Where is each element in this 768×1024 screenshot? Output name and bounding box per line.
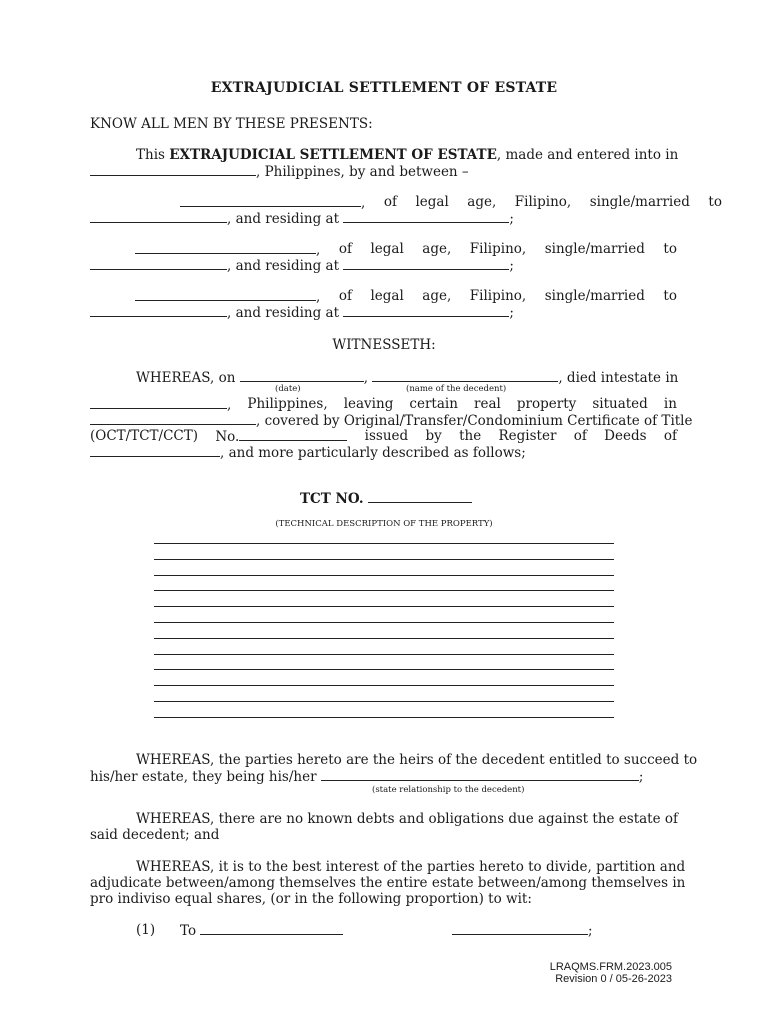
covered-by-text: , covered by Original/Transfer/Condominium Certificate of Title [256, 413, 693, 429]
described-as-follows-text: , and more particularly described as follows; [220, 445, 526, 461]
caption-date: (date) [275, 384, 301, 394]
party-word: legal [415, 194, 449, 210]
justified-word: (OCT/TCT/CCT) [90, 428, 199, 444]
party-3-status-blank[interactable] [90, 304, 227, 317]
justified-word: No. [215, 429, 240, 445]
party-2-address-blank[interactable] [343, 257, 509, 270]
semicolon: ; [638, 769, 644, 785]
decedent-name-blank[interactable] [372, 369, 558, 382]
party-2-name-blank[interactable] [135, 241, 316, 254]
whereas-2-line-1: WHEREAS, the parties hereto are the heirs of the decedent entitled to succeed to [136, 752, 698, 768]
justified-word: leaving [343, 396, 394, 412]
party-word: of [338, 288, 352, 304]
justified-word: of [573, 428, 587, 444]
semicolon: ; [509, 258, 514, 274]
document-title: EXTRAJUDICIAL SETTLEMENT OF ESTATE [210, 80, 558, 96]
heirs-text: his/her estate, they being his/her [90, 769, 317, 785]
intro-line-1 [90, 147, 677, 163]
property-location-blank[interactable] [90, 412, 256, 425]
party-2-status-blank[interactable] [90, 257, 227, 270]
technical-description-line[interactable] [154, 543, 614, 544]
caption-decedent-name: (name of the decedent) [406, 384, 507, 394]
party-word: age, [467, 194, 497, 210]
witnesseth-heading: WITNESSETH: [332, 337, 436, 353]
party-word: single/married [544, 241, 645, 257]
party-3-name-blank[interactable] [135, 288, 316, 301]
party-comma: , [316, 289, 321, 305]
justified-word: situated [592, 396, 648, 412]
party-1-status-blank[interactable] [90, 210, 227, 223]
residing-text: , and residing at [227, 305, 340, 321]
whereas-1-line-4 [90, 428, 677, 445]
technical-description-line[interactable] [154, 638, 614, 639]
intro-tail: , made and entered into in [496, 147, 679, 163]
party-word: legal [370, 241, 404, 257]
justified-word: in [663, 396, 677, 412]
party-word: to [663, 288, 677, 304]
technical-description-line[interactable] [154, 559, 614, 560]
whereas-4-line-1: WHEREAS, it is to the best interest of the parties hereto to divide, partition and [136, 859, 686, 875]
whereas-1-start: WHEREAS, on [136, 370, 236, 386]
justified-word: by [425, 428, 442, 444]
tct-label: TCT NO. [300, 491, 364, 507]
party-word: to [708, 194, 722, 210]
party-1-line-2 [90, 210, 514, 227]
item-1-to [180, 922, 343, 939]
item-1-share [452, 922, 593, 939]
party-word: legal [370, 288, 404, 304]
whereas-4-line-2: adjudicate between/among themselves the entire estate between/among themselves in [90, 875, 686, 891]
party-1-line-1 [135, 194, 722, 211]
party-word: of [383, 194, 397, 210]
party-word: single/married [544, 288, 645, 304]
whereas-3-line-1: WHEREAS, there are no known debts and obligations due against the estate of [136, 811, 679, 827]
party-word: age, [422, 241, 452, 257]
semicolon: ; [509, 211, 514, 227]
place-blank[interactable] [90, 163, 256, 176]
technical-description-caption: (TECHNICAL DESCRIPTION OF THE PROPERTY) [275, 519, 493, 529]
party-word: Filipino, [514, 194, 572, 210]
title-number-blank[interactable] [239, 428, 347, 441]
justified-word: Philippines, [247, 396, 328, 412]
party-word: single/married [589, 194, 690, 210]
technical-description-line[interactable] [154, 622, 614, 623]
party-1-address-blank[interactable] [343, 210, 509, 223]
whereas-4-line-3: pro indiviso equal shares, (or in the following proportion) to wit: [90, 891, 532, 907]
technical-description-line[interactable] [154, 701, 614, 702]
party-2-line-2 [90, 257, 514, 274]
item-1-number: (1) [136, 922, 156, 938]
party-word: age, [422, 288, 452, 304]
intro-bold-title: EXTRAJUDICIAL SETTLEMENT OF ESTATE [169, 147, 497, 163]
intro-this: This [136, 147, 165, 163]
party-2-line-1 [135, 241, 677, 258]
semicolon: ; [509, 305, 514, 321]
justified-word: property [516, 396, 577, 412]
party-1-name-blank[interactable] [180, 194, 361, 207]
technical-description-line[interactable] [154, 590, 614, 591]
technical-description-line[interactable] [154, 606, 614, 607]
comma: , [363, 370, 369, 386]
justified-word: Deeds [604, 428, 647, 444]
semicolon: ; [588, 923, 593, 939]
whereas-3-line-2: said decedent; and [90, 827, 220, 843]
share-blank[interactable] [452, 922, 588, 935]
caption-relationship: (state relationship to the decedent) [372, 785, 525, 795]
form-code: LRAQMS.FRM.2023.005 [549, 961, 672, 973]
whereas-1-line-3 [90, 412, 693, 429]
party-word: of [338, 241, 352, 257]
form-revision: Revision 0 / 05-26-2023 [555, 973, 672, 985]
technical-description-line[interactable] [154, 717, 614, 718]
tct-number-blank[interactable] [368, 490, 472, 503]
died-intestate-text: , died intestate in [558, 370, 679, 386]
whereas-2-line-2 [90, 768, 643, 785]
intro-line-2-text: , Philippines, by and between – [256, 164, 469, 180]
heir-name-blank[interactable] [200, 922, 343, 935]
justified-word: Register [498, 428, 557, 444]
party-3-address-blank[interactable] [343, 304, 509, 317]
justified-word: real [474, 396, 501, 412]
justified-word: the [459, 428, 482, 444]
death-date-blank[interactable] [240, 369, 364, 382]
whereas-1-line-5 [90, 444, 526, 461]
party-comma: , [361, 195, 366, 211]
whereas-1-line-2: , Philippines, leaving certain real property situated in [90, 396, 677, 413]
technical-description-line[interactable] [154, 575, 614, 576]
justified-word: issued [364, 428, 409, 444]
opening-line: KNOW ALL MEN BY THESE PRESENTS: [90, 116, 373, 132]
technical-description-line[interactable] [154, 669, 614, 670]
party-word: Filipino, [469, 288, 527, 304]
residing-text: , and residing at [227, 211, 340, 227]
relationship-blank[interactable] [321, 768, 639, 781]
technical-description-line[interactable] [154, 685, 614, 686]
party-word: to [663, 241, 677, 257]
register-of-deeds-blank[interactable] [90, 444, 220, 457]
place-of-death-blank[interactable] [90, 396, 227, 409]
party-word: Filipino, [469, 241, 527, 257]
party-3-line-1 [135, 288, 677, 305]
justified-word: of [663, 428, 677, 444]
party-3-line-2 [90, 304, 514, 321]
to-text: To [180, 923, 197, 939]
residing-text: , and residing at [227, 258, 340, 274]
tct-number-line [300, 490, 472, 507]
justified-word: certain [409, 396, 458, 412]
technical-description-line[interactable] [154, 654, 614, 655]
intro-line-2 [90, 163, 469, 180]
party-comma: , [316, 242, 321, 258]
